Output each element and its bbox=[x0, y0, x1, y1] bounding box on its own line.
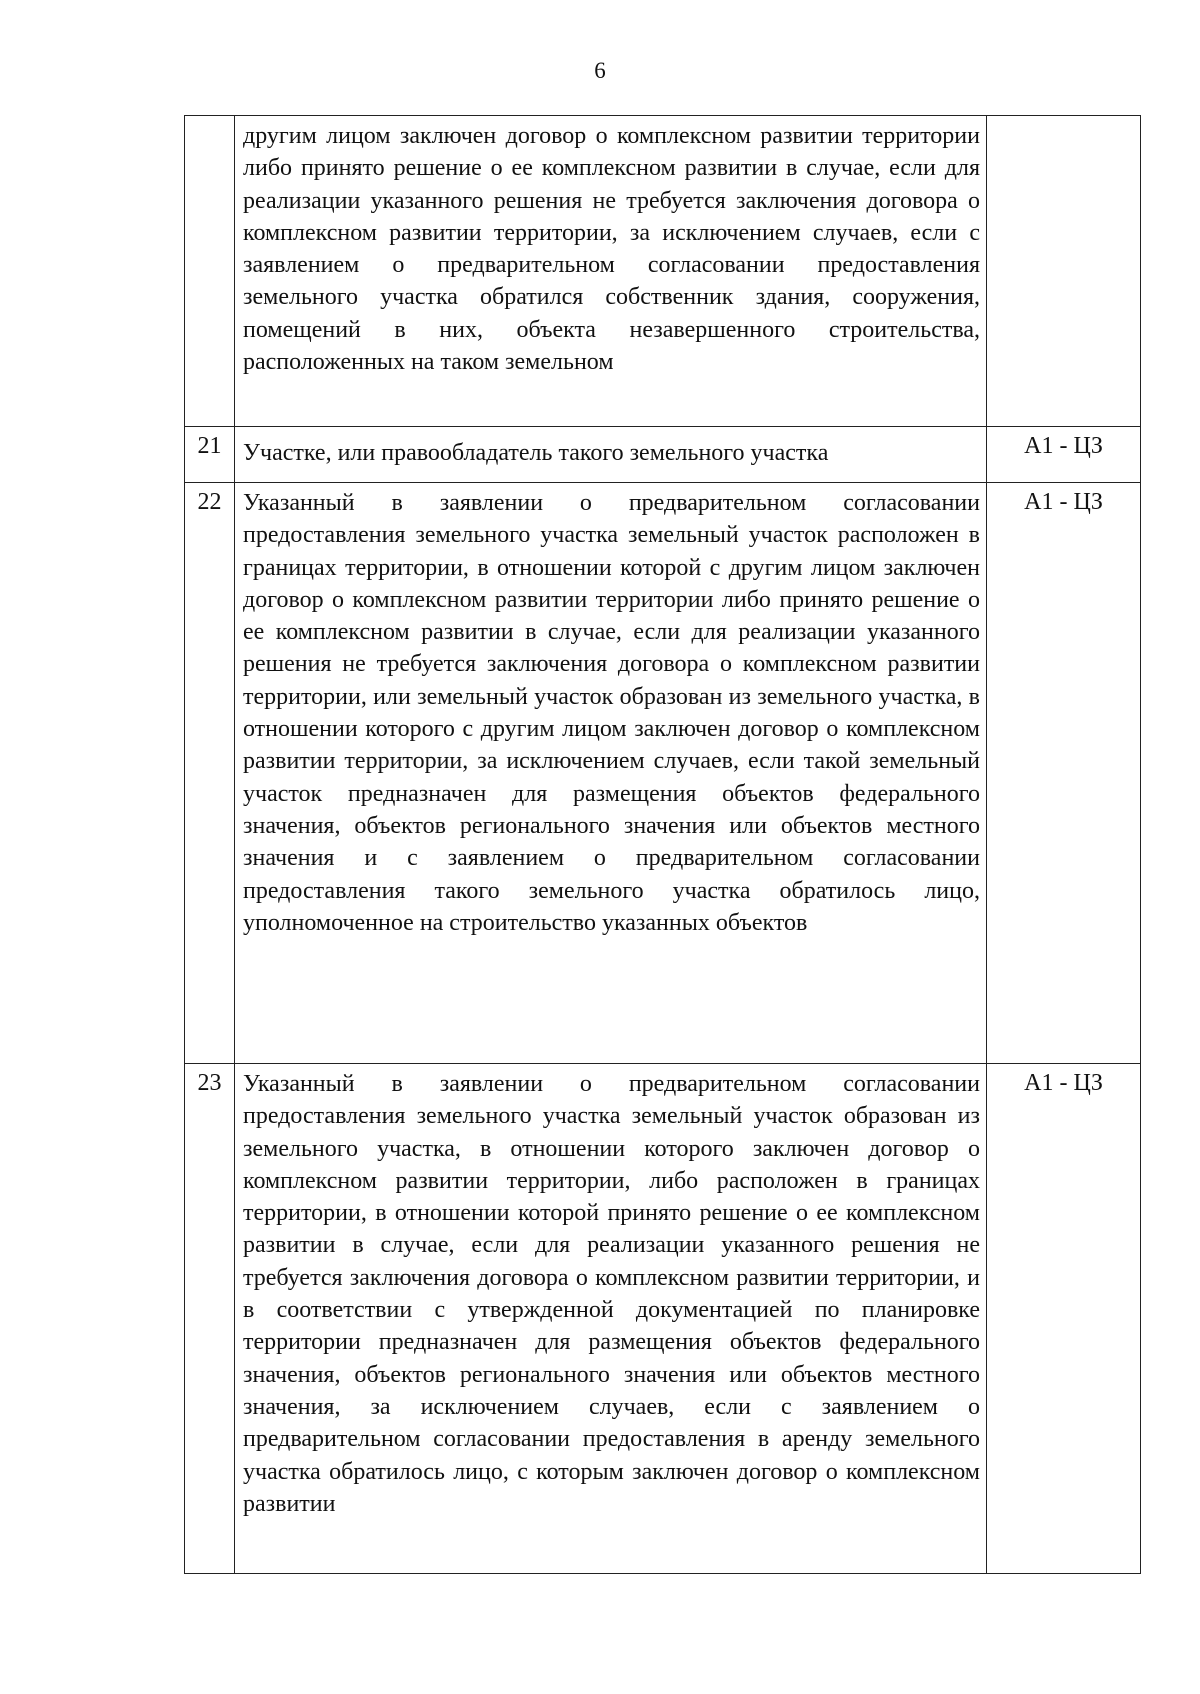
document-table bbox=[184, 115, 1141, 1574]
row-text: Указанный в заявлении о предварительном согласовании предоставления земельного участка земельный участок расположен в границах территории, в отношении которой с другим лицом заключен договор о комплексном развитии территории либо принято решение о ее комплексном развитии в случае, если для реализации указанного решения не требуется заключения договора о комплексном развитии территории, или земельный участок образован из земельного участка, в отношении которого с другим лицом заключен договор о комплексном развитии территории, за исключением случаев, если такой земельный участок предназначен для размещения объектов федерального значения, объектов регионального значения или объектов местного значения и с заявлением о предварительном согласовании предоставления такого земельного участка обратилось лицо, уполномоченное на строительство указанных объектов bbox=[235, 483, 987, 1063]
row-code: А1 - ЦЗ bbox=[1024, 1070, 1103, 1096]
row-number: 21 bbox=[185, 427, 235, 482]
row-code: А1 - ЦЗ bbox=[1024, 489, 1103, 515]
row-text: другим лицом заключен договор о комплексном развитии территории либо принято решение о ее комплексном развитии в случае, если для реализации указанного решения не требуется заключения договора о комплексном развитии территории, за исключением случаев, если с заявлением о предварительном согласовании предоставления земельного участка обратился собственник здания, сооружения, помещений в них, объекта незавершенного строительства, расположенных на таком земельном bbox=[235, 116, 987, 426]
row-number: 23 bbox=[185, 1064, 235, 1573]
table-row bbox=[185, 482, 1140, 1063]
row-number: 22 bbox=[185, 483, 235, 1063]
row-text: Участке, или правообладатель такого земельного участка bbox=[235, 427, 987, 482]
table-row bbox=[185, 426, 1140, 482]
row-code bbox=[987, 116, 1140, 426]
table-row bbox=[185, 1063, 1140, 1573]
row-text: Указанный в заявлении о предварительном согласовании предоставления земельного участка земельный участок образован из земельного участка, в отношении которого заключен договор о комплексном развитии территории, либо расположен в границах территории, в отношении которой принято решение о ее комплексном развитии в случае, если для реализации указанного решения не требуется заключения договора о комплексном развитии территории, и в соответствии с утвержденной документацией по планировке территории предназначен для размещения объектов федерального значения, объектов регионального значения или объектов местного значения, за исключением случаев, если с заявлением о предварительном согласовании предоставления в аренду земельного участка обратилось лицо, с которым заключен договор о комплексном развитии bbox=[235, 1064, 987, 1573]
table-row bbox=[185, 116, 1140, 426]
row-number bbox=[185, 116, 235, 426]
row-code: А1 - ЦЗ bbox=[1024, 433, 1103, 459]
page-number: 6 bbox=[594, 58, 606, 83]
